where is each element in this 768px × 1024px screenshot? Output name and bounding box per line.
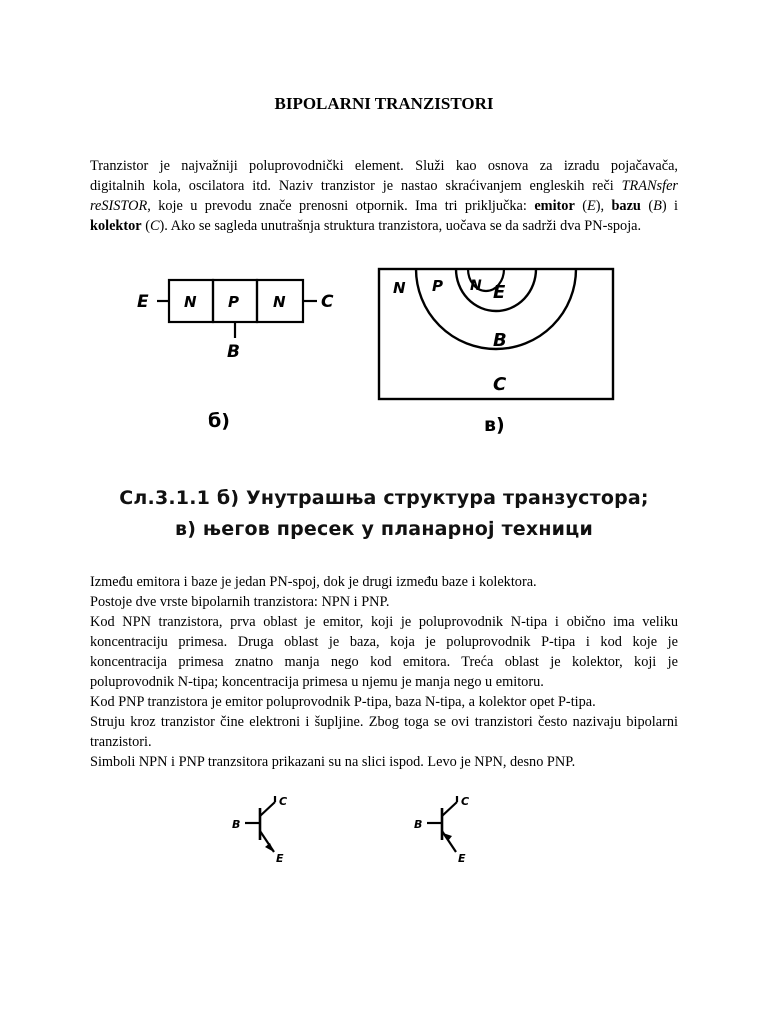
npn-e-label: E (276, 852, 284, 865)
intro-kolektor-sym: C (149, 218, 160, 234)
page-title: BIPOLARNI TRANZISTORI (274, 94, 494, 113)
intro-line-4: kolektor (C). Ako se sagleda unutrašnja struktura tranzistora, uočava se da sadrži dva PN-spoja. (90, 218, 642, 234)
fig-v-n-inner-label: N (470, 278, 482, 294)
intro-kolektor: kolektor (90, 218, 142, 234)
fig-b-p-label: P (228, 293, 239, 311)
body-line-7: Kod PNP tranzistora je emitor poluprovodnik P-tipa, baza N-tipa, a kolektor opet P-tipa. (90, 694, 596, 710)
fig-v-tag: в) (484, 414, 505, 436)
fig-b-c-label: C (321, 292, 334, 312)
body-line-5: koncentracija primesa znatno manja nego kod emitora. Treća oblast je kolektor, koji je (90, 654, 678, 670)
intro-paragraph (90, 156, 678, 236)
intro-line-4-text: . Ako se sagleda unutrašnja struktura tranzistora, uočava se da sadrži dva PN-spoja. (164, 218, 642, 234)
intro-line-3: reSISTOR, koje u prevodu znače prenosni otpornik. Ima tri priključka: emitor (E), bazu (B) i (90, 198, 678, 214)
figure-v-structure (376, 266, 626, 406)
fig-b-e-label: E (137, 292, 149, 312)
fig-b-n2-label: N (273, 293, 286, 311)
intro-line-3-text: , koje u prevodu znače prenosni otpornik. Ima tri priključka: (147, 198, 527, 214)
body-line-9: tranzistori. (90, 734, 152, 750)
pnp-c-label: C (461, 795, 470, 808)
figure-b-structure (135, 272, 355, 362)
pnp-b-label: B (414, 818, 423, 831)
npn-b-label: B (232, 818, 241, 831)
body-line-2: Postoje dve vrste bipolarnih tranzistora: NPN i PNP. (90, 594, 390, 610)
fig-v-p-label: P (432, 277, 443, 295)
intro-resistor: reSISTOR (90, 198, 148, 214)
intro-emitor-sym: E (586, 198, 596, 214)
fig-b-b-label: B (227, 342, 240, 362)
body-line-3: Kod NPN tranzistora, prva oblast je emitor, koji je poluprovodnik N-tipa i obično ima veliku (90, 614, 678, 630)
body-line-6: poluprovodnik N-tipa; koncentracija primesa u njemu je manja nego u emitoru. (90, 674, 544, 690)
fig-b-n1-label: N (184, 293, 197, 311)
body-line-1: Između emitora i baze je jedan PN-spoj, dok je drugi između baze i kolektora. (90, 574, 537, 590)
fig-v-c-label: C (493, 374, 507, 395)
body-paragraph (90, 572, 678, 772)
intro-bazu-sym: B (653, 198, 662, 214)
intro-line-2-text: digitalnih kola, oscilatora itd. Naziv tranzistor je nastao skraćivanjem engleskih reči (90, 178, 614, 194)
intro-i: i (674, 198, 678, 214)
npn-c-label: C (279, 795, 288, 808)
intro-line-2 (90, 176, 678, 196)
fig-v-b-label: B (493, 330, 507, 351)
intro-emitor: emitor (534, 198, 575, 214)
pnp-symbol (412, 790, 482, 870)
body-line-8: Struju kroz tranzistor čine elektroni i šupljine. Zbog toga se ovi tranzistori često nazivaju bipolarni (90, 714, 678, 730)
pnp-e-label: E (458, 852, 466, 865)
intro-bazu: bazu (611, 198, 641, 214)
fig-b-tag: б) (208, 410, 230, 432)
npn-symbol (230, 790, 300, 870)
fig-v-e-label: E (493, 282, 506, 303)
body-line-10: Simboli NPN i PNP tranzsitora prikazani su na slici ispod. Levo je NPN, desno PNP. (90, 754, 576, 770)
body-line-4: koncentraciju primesa. Druga oblast je baza, koja je poluprovodnik P-tipa i kod koje je (90, 634, 678, 650)
figure-caption-line-1: Сл.3.1.1 б) Унутрашња структура транзустора; (119, 487, 649, 509)
intro-transfer: TRANsfer (621, 178, 678, 194)
fig-v-n-label: N (393, 279, 406, 297)
intro-line-1: Tranzistor je najvažniji poluprovodnički element. Služi kao osnova za izradu pojačavača, (90, 158, 678, 174)
figure-caption-line-2: в) његов пресек у планарној техници (175, 518, 593, 540)
